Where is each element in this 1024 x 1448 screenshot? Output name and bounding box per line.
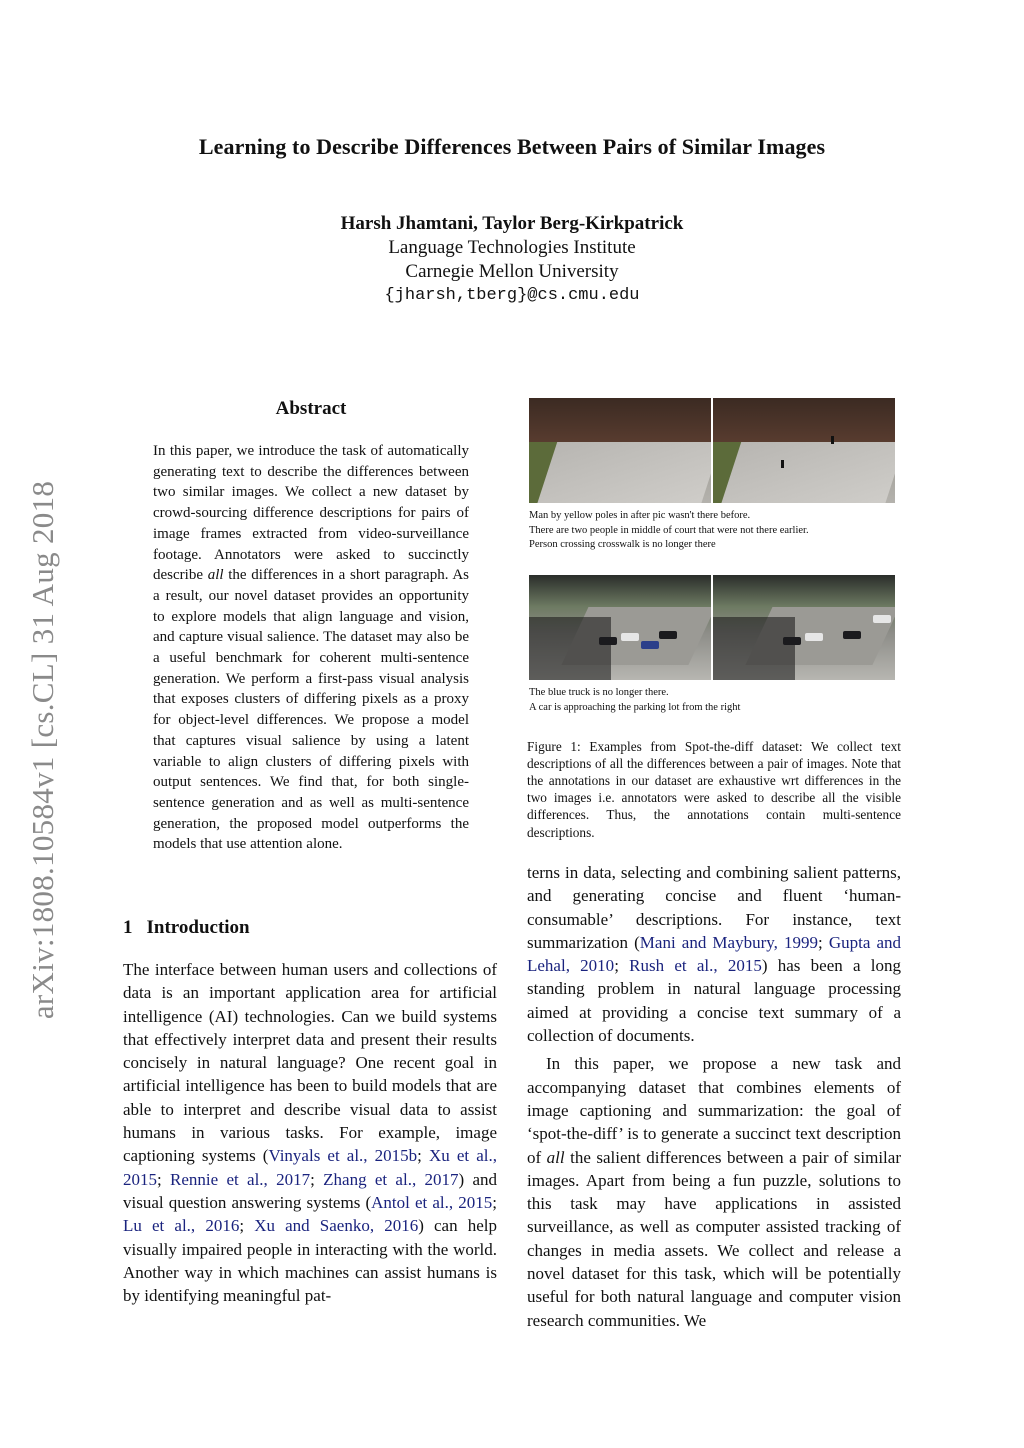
citation-link[interactable]: Rush et al., 2015 xyxy=(629,956,762,976)
image-pair-1 xyxy=(529,398,899,503)
text: ) and visual question answering systems ( xyxy=(123,1169,497,1212)
text: ; xyxy=(492,1192,497,1212)
citation-link[interactable]: Mani and Maybury, 1999 xyxy=(639,932,818,952)
citation-link[interactable]: Xu and Saenko, 2016 xyxy=(254,1216,419,1236)
annotation-line: Man by yellow poles in after pic wasn't there before. xyxy=(529,510,751,521)
figure-caption xyxy=(527,738,901,841)
author-institute: Language Technologies Institute xyxy=(388,237,636,258)
text: ) can help visually impaired people in interacting with the world. Another way in which machines can assist humans is by identifying meaningful pat- xyxy=(123,1216,497,1306)
citation-link[interactable]: Rennie et al., 2017 xyxy=(170,1169,311,1189)
left-column-body xyxy=(123,958,497,1307)
abstract-heading: Abstract xyxy=(275,398,347,419)
text: ) has been a long standing problem in natural language processing aimed at providing a concise text summary of a collection of documents. xyxy=(527,956,901,1046)
citation-link[interactable]: Lu et al., 2016 xyxy=(123,1216,240,1236)
author-block xyxy=(0,212,1024,308)
text: ; xyxy=(157,1169,171,1189)
emphasis: all xyxy=(546,1147,565,1167)
section-heading xyxy=(123,917,250,939)
intro-paragraph-1-cont xyxy=(527,861,901,1047)
intro-paragraph-2 xyxy=(527,1052,901,1332)
annotation-line: The blue truck is no longer there. xyxy=(529,687,669,699)
abstract-body xyxy=(153,441,469,855)
intro-paragraph-1 xyxy=(123,958,497,1307)
citation-link[interactable]: Xu et al., 2015 xyxy=(123,1146,497,1189)
arxiv-sidebar xyxy=(18,440,68,1060)
image-before-1 xyxy=(529,398,711,503)
image-pair-2 xyxy=(529,575,899,680)
abstract-text-2: the differences in a short paragraph. As a result, our novel dataset provides an opportunity to explore models that align language and vision, and capture visual salience. The dataset may also be a useful benchmark for coherent multi-sentence generation. We perform a first-pass visual analysis that exposes clusters of differing pixels as a proxy for object-level differences. We propose a model that captures visual salience by using a latent variable to align clusters of differing pixels with output sentences. We find that, for both single-sentence generation and as well as multi-sentence generation, the proposed model outperforms the models that use attention alone. xyxy=(153,567,469,853)
text: ; xyxy=(817,932,829,952)
example-2-annotations xyxy=(529,686,901,715)
text: The interface between human users and collections of data is an important application area for artificial intelligence (AI) technologies. Can we build systems that effectively interpret data and present their results concisely in natural language? One recent goal in artificial intelligence has been to build models that are able to interpret and describe visual data to assist humans in various tasks. For example, image captioning systems ( xyxy=(123,960,497,1166)
text: ; xyxy=(614,956,630,976)
image-before-2 xyxy=(529,575,711,680)
figure-label: Figure 1: xyxy=(527,738,581,754)
annotation-line: Person crossing crosswalk is no longer there xyxy=(529,539,716,551)
figure-1 xyxy=(527,398,901,841)
text: the salient differences between a pair of similar images. Apart from being a fun puzzle, solutions to this task may have applications in assisted surveillance, as well as computer assisted tracking of changes in media assets. We collect and release a novel dataset for this task, which will be potentially useful for both natural language and computer vision research communities. We xyxy=(527,1147,901,1330)
author-names: Harsh Jhamtani, Taylor Berg-Kirkpatrick xyxy=(340,213,684,234)
arxiv-identifier: arXiv:1808.10584v1 [cs.CL] 31 Aug 2018 xyxy=(25,480,60,1020)
example-1-annotations xyxy=(529,509,901,553)
citation-link[interactable]: Zhang et al., 2017 xyxy=(323,1169,459,1189)
text: In this paper, we propose a new task and accompanying dataset that combines elements of image captioning and summarization: the goal of ‘spot-the-diff’ is to generate a succinct text description of xyxy=(527,1054,901,1167)
section-number: 1 xyxy=(123,917,133,938)
abstract-emphasis: all xyxy=(207,567,224,584)
image-after-2 xyxy=(713,575,895,680)
author-university: Carnegie Mellon University xyxy=(405,261,619,282)
image-after-1 xyxy=(713,398,895,503)
text: ; xyxy=(310,1169,324,1189)
figure-caption-text: Examples from Spot-the-diff dataset: We collect text descriptions of all the differences between a pair of images. Note that the annotations in our dataset are exhaustive wrt differences in the two images i.e. annotators were asked to describe all the visible differences. Thus, the annotations contain multi-sentence descriptions. xyxy=(527,738,901,840)
text: terns in data, selecting and combining salient patterns, and generating concise and fluent ‘human-consumable’ descriptions. For instance, text summarization ( xyxy=(527,863,901,952)
text: ; xyxy=(239,1216,255,1236)
annotation-line: There are two people in middle of court that were not there earlier. xyxy=(529,524,809,536)
author-email: {jharsh,tberg}@cs.cmu.edu xyxy=(384,286,640,305)
citation-link[interactable]: Vinyals et al., 2015b xyxy=(268,1146,418,1166)
section-title: Introduction xyxy=(146,917,250,938)
citation-link[interactable]: Gupta and Lehal, 2010 xyxy=(527,932,901,976)
citation-link[interactable]: Antol et al., 2015 xyxy=(371,1192,493,1212)
annotation-line: A car is approaching the parking lot from the right xyxy=(529,701,741,713)
paper-title: Learning to Describe Differences Between Pairs of Similar Images xyxy=(198,134,826,159)
right-column-body xyxy=(527,861,901,1332)
abstract-text-1: In this paper, we introduce the task of automatically generating text to describe the differences between two similar images. We collect a new dataset by crowd-sourcing difference descriptions for pairs of image frames extracted from video-surveillance footage. Annotators were asked to succinctly describe xyxy=(153,443,469,584)
text: ; xyxy=(417,1146,429,1166)
